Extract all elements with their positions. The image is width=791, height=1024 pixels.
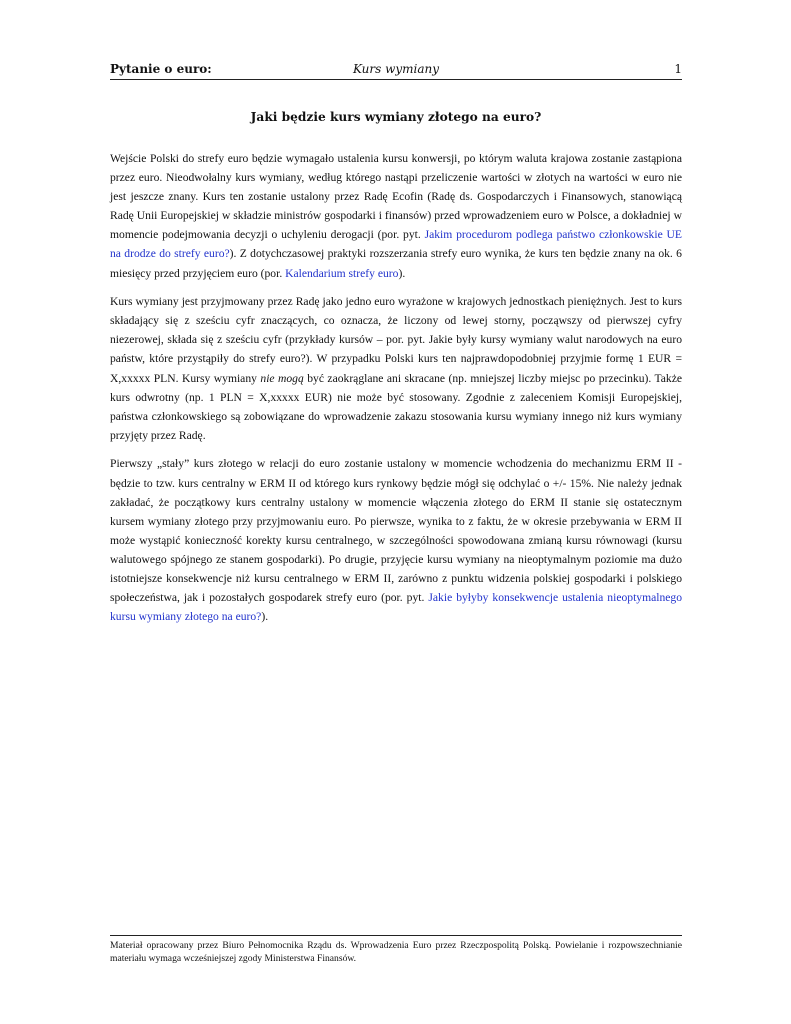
header-topic: Kurs wymiany — [352, 62, 440, 76]
link-consequences-question[interactable]: Jakie byłyby konsekwencje ustalenia nieoptymalnego kursu wymiany złotego na euro? — [110, 591, 683, 624]
paragraph-2-text-a: Kurs wymiany jest przyjmowany przez Radę jako jedno euro wyrażone w krajowych jednostkach pieniężnych. Jest to kurs składający się z sześciu cyfr znaczących, co oznacza, że liczony od lewej storny, począwszy od pierwszej cyfry niezerowej, składa się z sześciu cyfr (przykłady kursów – por. pyt. Jakie były kursy wymiany walut narodowych na euro państw, które przystąpiły do strefy euro?). W przypadku Polski kurs ten najprawdopodobniej przyjmie formę 1 EUR = X,xxxxx PLN. Kursy wymiany — [110, 295, 682, 385]
footer-divider — [110, 935, 682, 936]
footer-note: Materiał opracowany przez Biuro Pełnomocnika Rządu ds. Wprowadzenia Euro przez Rzeczpospolitą Polską. Powielanie i rozpowszechnianie materiału wymaga wcześniejszej zgody Ministerstwa Finansów. — [110, 940, 682, 964]
document-body — [110, 149, 682, 636]
link-euro-calendar[interactable]: Kalendarium strefy euro — [285, 266, 399, 280]
page-title: Jaki będzie kurs wymiany złotego na euro? — [250, 110, 542, 124]
header-section-label: Pytanie o euro: — [110, 62, 212, 76]
paragraph-3-text-a: Pierwszy „stały” kurs złotego w relacji do euro zostanie ustalony w momencie wchodzenia do mechanizmu ERM II - będzie to tzw. kurs centralny w ERM II od którego kurs rynkowy będzie mógł się odchylać o +/- 15%. Nie należy jednak zakładać, że początkowy kurs centralny ustalony w momencie włączenia złotego do ERM II stanie się ostatecznym kursem wymiany złotego przy przyjmowaniu euro. Po pierwsze, wynika to z faktu, że w okresie przebywania w ERM II może wystąpić konieczność korekty kursu centralnego, w szczególności spowodowana zmianą kursu równowagi (kursu walutowego spójnego ze stanem gospodarki). Po drugie, przyjęcie kursu wymiany na nieoptymalnym poziomie ma dużo istotniejsze konsekwencje niż kursu centralnego w ERM II, zarówno z punktu widzenia polskiej gospodarki i polskiego społeczeństwa, jak i pozostałych gospodarek strefy euro (por. pyt. — [110, 457, 682, 605]
paragraph-2 — [110, 292, 682, 445]
paragraph-1-text-c: ). — [398, 266, 406, 280]
page-number: 1 — [674, 62, 682, 76]
paragraph-1 — [110, 149, 682, 283]
paragraph-2-emphasis: nie mogą — [260, 371, 304, 385]
paragraph-2-text-b: być zaokrąglane ani skracane (np. mniejszej liczby miejsc po przecinku). Także kurs odwrotny (np. 1 PLN = X,xxxxx EUR) nie może być stosowany. Zgodnie z zaleceniem Komisji Europejskiej, państwa członkowskiego są zobowiązane do wprowadzenie zakazu stosowania kursu wymiany innego niż kurs wymiany przyjęty przez Radę. — [110, 371, 683, 442]
paragraph-1-text-a: Wejście Polski do strefy euro będzie wymagało ustalenia kursu konwersji, po którym waluta krajowa zostanie zastąpiona przez euro. Nieodwołalny kurs wymiany, według którego nastąpi przeliczenie wartości w złotych na wartości w euro nie jest jeszcze znany. Kurs ten zostanie ustalony przez Radę Ecofin (Radę ds. Gospodarczych i Finansowych, stanowiącą Radę Unii Europejskiej w składzie ministrów gospodarki i finansów) przed wprowadzeniem euro w Polsce, a dokładniej w momencie podejmowania decyzji o uchyleniu derogacji (por. pyt. — [110, 152, 682, 242]
header-divider — [110, 79, 682, 80]
paragraph-3 — [110, 454, 682, 626]
link-procedures-question[interactable]: Jakim procedurom podlega państwo członkowskie UE na drodze do strefy euro? — [110, 228, 682, 261]
paragraph-1-text-b: ). Z dotychczasowej praktyki rozszerzania strefy euro wynika, że kurs ten będzie znany na ok. 6 miesięcy przed przyjęciem euro (por. — [110, 247, 682, 280]
paragraph-3-text-b: ). — [261, 610, 269, 624]
running-header — [110, 60, 682, 78]
